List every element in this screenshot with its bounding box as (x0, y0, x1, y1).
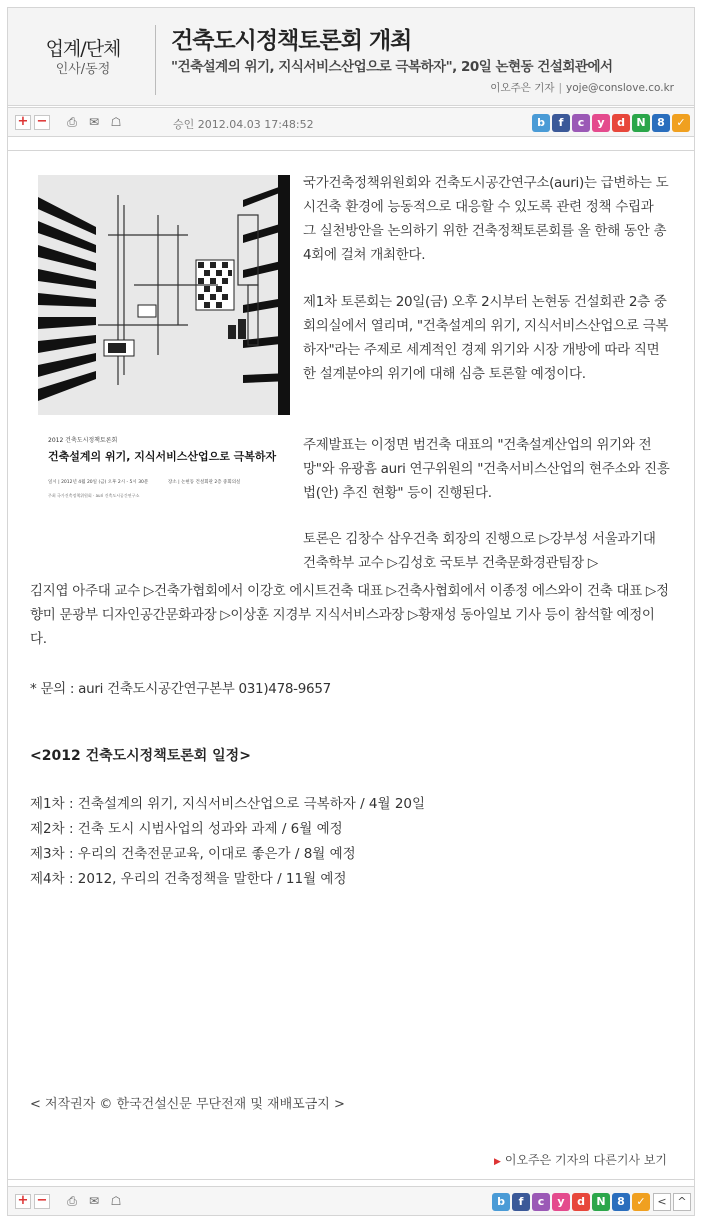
poster-series: 2012 건축도시정책토론회 (48, 437, 118, 444)
poster-image (38, 175, 290, 505)
printer-icon[interactable]: ⎙ (67, 1194, 77, 1208)
printer-icon[interactable]: ⎙ (67, 115, 77, 129)
schedule-item-1: 제1차 : 건축설계의 위기, 지식서비스산업으로 극복하자 / 4월 20일 (30, 796, 426, 812)
approved-timestamp: 승인 2012.04.03 17:48:52 (173, 118, 314, 131)
facebook-share-icon[interactable]: f (552, 114, 570, 132)
daum-share-icon[interactable]: d (572, 1193, 590, 1211)
article-subtitle: "건축설계의 위기, 지식서비스산업으로 극복하자", 20일 논현동 건설회관에서 (171, 59, 613, 75)
reporter-name[interactable]: 이오주은 기자 (490, 82, 555, 94)
more-articles-link[interactable] (494, 1151, 667, 1168)
font-increase-button[interactable]: + (15, 115, 31, 130)
paragraph-3: 주제발표는 이정면 범건축 대표의 "건축설계산업의 위기와 전망"와 유광흠 auri 연구위원의 "건축서비스산업의 현주소와 진흥법(안) 추진 현황" 등이 진행된다. (303, 437, 670, 501)
byline-separator: | (558, 82, 563, 94)
poster-info-left: 일시 | 2012년 4월 20일 (금) 오후 2시 - 5시 30분 (48, 480, 149, 485)
me2day-share-icon[interactable]: b (532, 114, 550, 132)
yozm-share-icon[interactable]: y (552, 1193, 570, 1211)
poster-info-right: 장소 | 논현동 건설회관 2층 중회의실 (168, 480, 241, 485)
schedule-item-3: 제3차 : 우리의 건축전문교육, 이대로 좋은가 / 8월 예정 (30, 846, 356, 862)
poster-graphic (38, 175, 290, 505)
header-divider (155, 25, 156, 95)
poster-headline: 건축설계의 위기, 지식서비스산업으로 극복하자 (48, 450, 277, 463)
google-share-icon[interactable]: 8 (612, 1193, 630, 1211)
arrow-right-icon: ▶ (493, 1157, 501, 1167)
comment-icon[interactable]: ☖ (110, 115, 122, 129)
bottom-toolbar (7, 1186, 695, 1216)
more-articles-label[interactable]: 이오주은 기자의 다른기사 보기 (504, 1153, 667, 1167)
paragraph-4: 토론은 김창수 삼우건축 회장의 진행으로 ▷강부성 서울과기대 건축학부 교수 ▷김성호 국토부 건축문화경관팀장 ▷ (303, 531, 656, 571)
copyright-notice: < 저작권자 © 한국건설신문 무단전재 및 재배포금지 > (30, 1097, 345, 1112)
mail-icon[interactable]: ✉ (88, 1194, 100, 1208)
byline (490, 80, 674, 95)
google-share-icon[interactable]: 8 (652, 114, 670, 132)
reporter-email[interactable]: yoje@conslove.co.kr (566, 82, 674, 94)
article-title: 건축도시정책토론회 개최 (171, 28, 412, 54)
naver-share-icon[interactable]: N (592, 1193, 610, 1211)
naver-share-icon[interactable]: N (632, 114, 650, 132)
paragraph-2: 제1차 토론회는 20일(금) 오후 2시부터 논현동 건설회관 2층 중회의실에서 열리며, "건축설계의 위기, 지식서비스산업으로 극복하자"라는 주제로 세계적인 경제 위기와 시장 개방에 따라 직면한 설계분야의 위기에 대해 심층 토론할 예정이다. (303, 294, 669, 382)
mail-icon[interactable]: ✉ (88, 115, 100, 129)
paragraph-1: 국가건축정책위원회와 건축도시공간연구소(auri)는 급변하는 도시건축 환경에 능동적으로 대응할 수 있도록 관련 정책 수립과 그 실천방안을 논의하기 위한 건축정책토론회를 올 한해 동안 총 4회에 걸쳐 개최한다. (303, 175, 669, 263)
article-header (7, 7, 695, 106)
cyworld-share-icon[interactable]: c (532, 1193, 550, 1211)
bookmark-share-icon[interactable]: ✓ (672, 114, 690, 132)
font-decrease-button-bottom[interactable]: − (34, 1194, 50, 1209)
schedule-heading: <2012 건축도시정책토론회 일정> (30, 748, 251, 764)
top-button[interactable]: ^ (673, 1193, 691, 1211)
daum-share-icon[interactable]: d (612, 114, 630, 132)
schedule-item-2: 제2차 : 건축 도시 시범사업의 성과와 과제 / 6월 예정 (30, 821, 343, 837)
poster-hosts: 주최 국가건축정책위원회 · auri 건축도시공간연구소 (48, 493, 140, 498)
paragraph-5: 김지엽 아주대 교수 ▷건축가협회에서 이강호 에시트건축 대표 ▷건축사협회에서 이종정 에스와이 건축 대표 ▷정향미 문광부 디자인공간문화과장 ▷이상훈 지경부 지식서비스과장 ▷황재성 동아일보 기사 등이 참석할 예정이다. (30, 583, 669, 647)
prev-button[interactable]: < (653, 1193, 671, 1211)
inquiry-text: * 문의 : auri 건축도시공간연구본부 031)478-9657 (30, 681, 331, 697)
font-increase-button-bottom[interactable]: + (15, 1194, 31, 1209)
category-main[interactable]: 업계/단체 (45, 38, 121, 60)
facebook-share-icon[interactable]: f (512, 1193, 530, 1211)
schedule-item-4: 제4차 : 2012, 우리의 건축정책을 말한다 / 11월 예정 (30, 871, 347, 887)
comment-icon[interactable]: ☖ (110, 1194, 122, 1208)
top-toolbar (7, 107, 695, 137)
me2day-share-icon[interactable]: b (492, 1193, 510, 1211)
bookmark-share-icon[interactable]: ✓ (632, 1193, 650, 1211)
yozm-share-icon[interactable]: y (592, 114, 610, 132)
font-decrease-button[interactable]: − (34, 115, 50, 130)
cyworld-share-icon[interactable]: c (572, 114, 590, 132)
category-sub[interactable]: 인사/동정 (55, 62, 111, 77)
